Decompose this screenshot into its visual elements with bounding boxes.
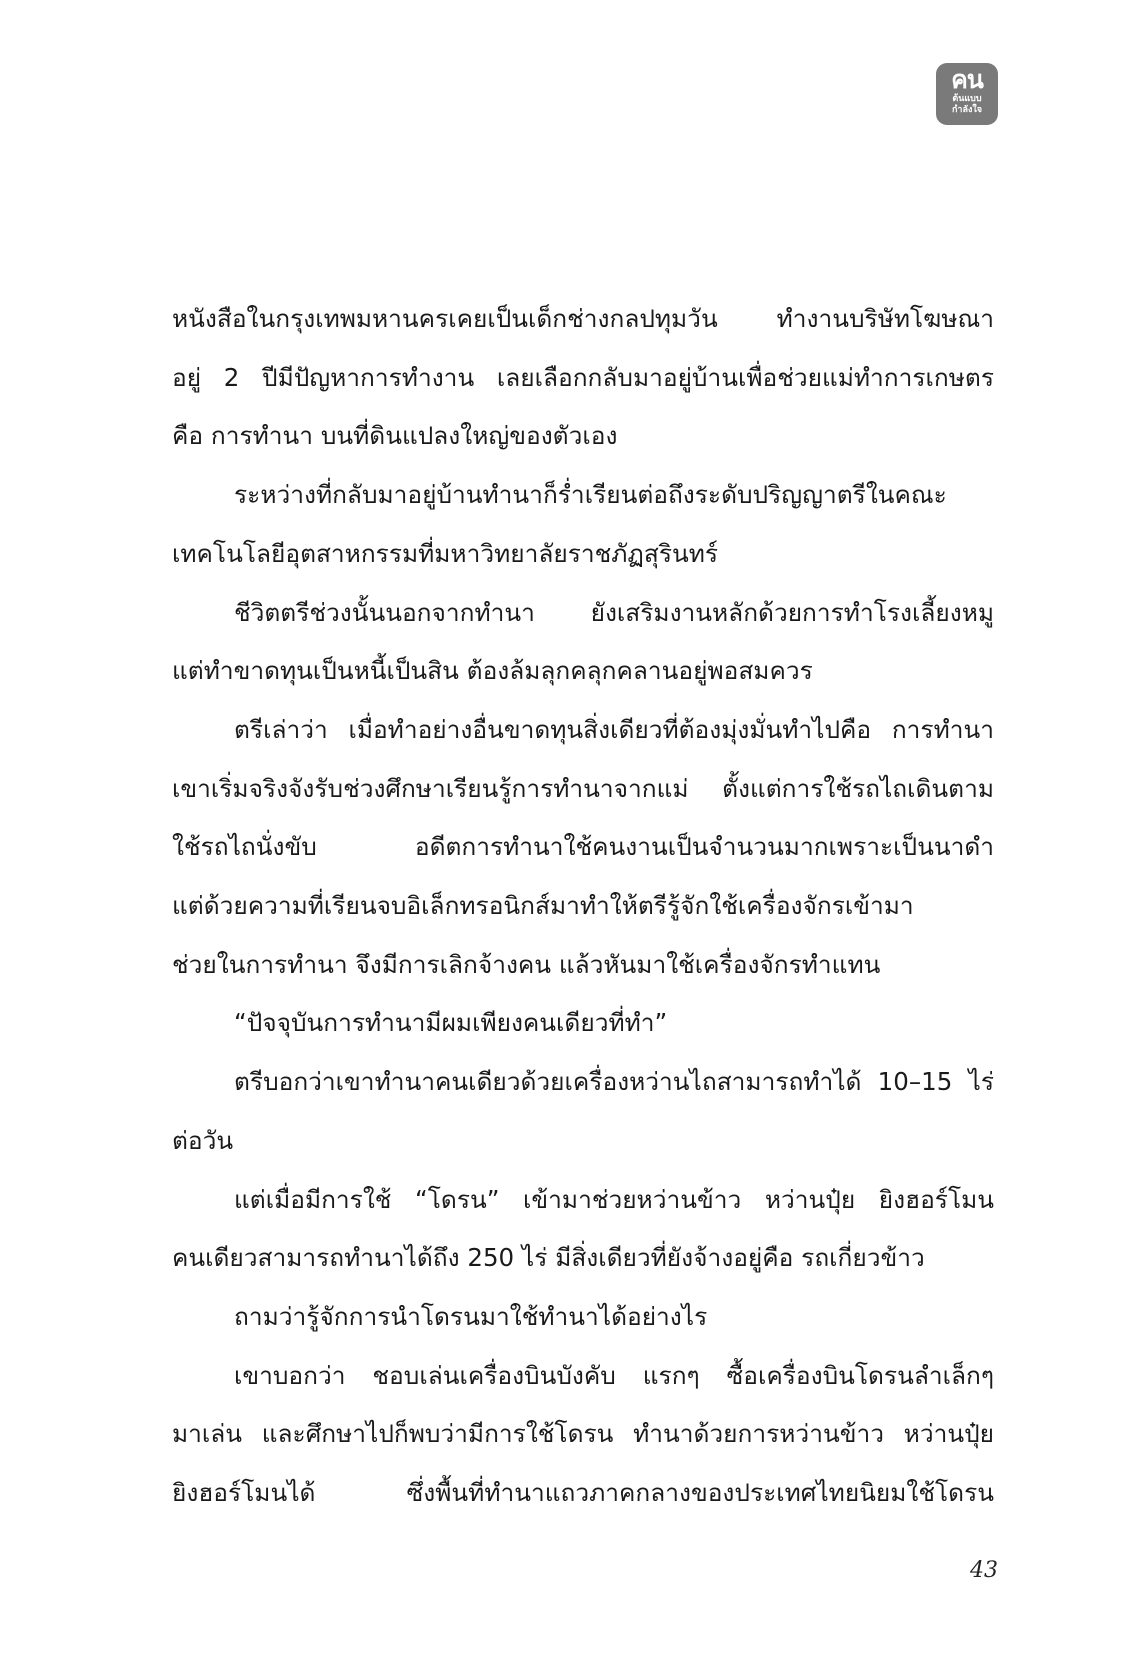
text-line: หนังสือในกรุงเทพมหานครเคยเป็นเด็กช่างกลปทุมวัน ทำงานบริษัทโฆษณา [172, 304, 994, 333]
logo-title: คน [951, 65, 983, 94]
body-text [172, 290, 994, 1523]
text-line: เทคโนโลยีอุตสาหกรรมที่มหาวิทยาลัยราชภัฏสุรินทร์ [172, 538, 719, 568]
text-line: เขาเริ่มจริงจังรับช่วงศึกษาเรียนรู้การทำนาจากแม่ ตั้งแต่การใช้รถไถเดินตาม [172, 773, 994, 803]
text-line: อยู่ 2 ปีมีปัญหาการทำงาน เลยเลือกกลับมาอยู่บ้านเพื่อช่วยแม่ทำการเกษตร [172, 362, 994, 392]
text-line: แต่ทำขาดทุนเป็นหนี้เป็นสิน ต้องล้มลุกคลุกคลานอยู่พอสมควร [172, 656, 813, 686]
logo-subtitle-2: กำลังใจ [951, 105, 983, 115]
book-logo [936, 63, 998, 125]
text-line: ตรีบอกว่าเขาทำนาคนเดียวด้วยเครื่องหว่านไถสามารถทำได้ 10–15 ไร่ [234, 1067, 994, 1097]
text-line: เขาบอกว่า ชอบเล่นเครื่องบินบังคับ แรกๆ ซื้อเครื่องบินโดรนลำเล็กๆ [234, 1360, 994, 1390]
text-line: ชีวิตตรีช่วงนั้นนอกจากทำนา ยังเสริมงานหลักด้วยการทำโรงเลี้ยงหมู [234, 597, 994, 627]
text-line: ระหว่างที่กลับมาอยู่บ้านทำนาก็ร่ำเรียนต่อถึงระดับปริญญาตรีในคณะ [234, 480, 947, 510]
text-line: แต่เมื่อมีการใช้ “โดรน” เข้ามาช่วยหว่านข้าว หว่านปุ๋ย ยิงฮอร์โมน [234, 1184, 994, 1214]
text-line: ช่วยในการทำนา จึงมีการเลิกจ้างคน แล้วหันมาใช้เครื่องจักรทำแทน [172, 949, 881, 979]
text-line: ต่อวัน [172, 1125, 234, 1155]
text-line: แต่ด้วยความที่เรียนจบอิเล็กทรอนิกส์มาทำให้ตรีรู้จักใช้เครื่องจักรเข้ามา [172, 891, 914, 921]
logo-subtitle-1: ต้นแบบ [952, 94, 982, 104]
text-line: ใช้รถไถนั่งขับ อดีตการทำนาใช้คนงานเป็นจำนวนมากเพราะเป็นนาดำ [172, 832, 994, 862]
text-line: “ปัจจุบันการทำนามีผมเพียงคนเดียวที่ทำ” [234, 1008, 668, 1038]
text-line: คือ การทำนา บนที่ดินแปลงใหญ่ของตัวเอง [172, 421, 618, 451]
text-line: คนเดียวสามารถทำนาได้ถึง 250 ไร่ มีสิ่งเดียวที่ยังจ้างอยู่คือ รถเกี่ยวข้าว [172, 1243, 925, 1273]
text-line: ตรีเล่าว่า เมื่อทำอย่างอื่นขาดทุนสิ่งเดียวที่ต้องมุ่งมั่นทำไปคือ การทำนา [234, 714, 994, 744]
page-number: 43 [970, 1558, 998, 1583]
text-line: ถามว่ารู้จักการนำโดรนมาใช้ทำนาได้อย่างไร [234, 1301, 708, 1331]
text-line: ยิงฮอร์โมนได้ ซึ่งพื้นที่ทำนาแถวภาคกลางของประเทศไทยนิยมใช้โดรน [172, 1478, 994, 1508]
text-line: มาเล่น และศึกษาไปก็พบว่ามีการใช้โดรน ทำนาด้วยการหว่านข้าว หว่านปุ๋ย [172, 1419, 994, 1449]
